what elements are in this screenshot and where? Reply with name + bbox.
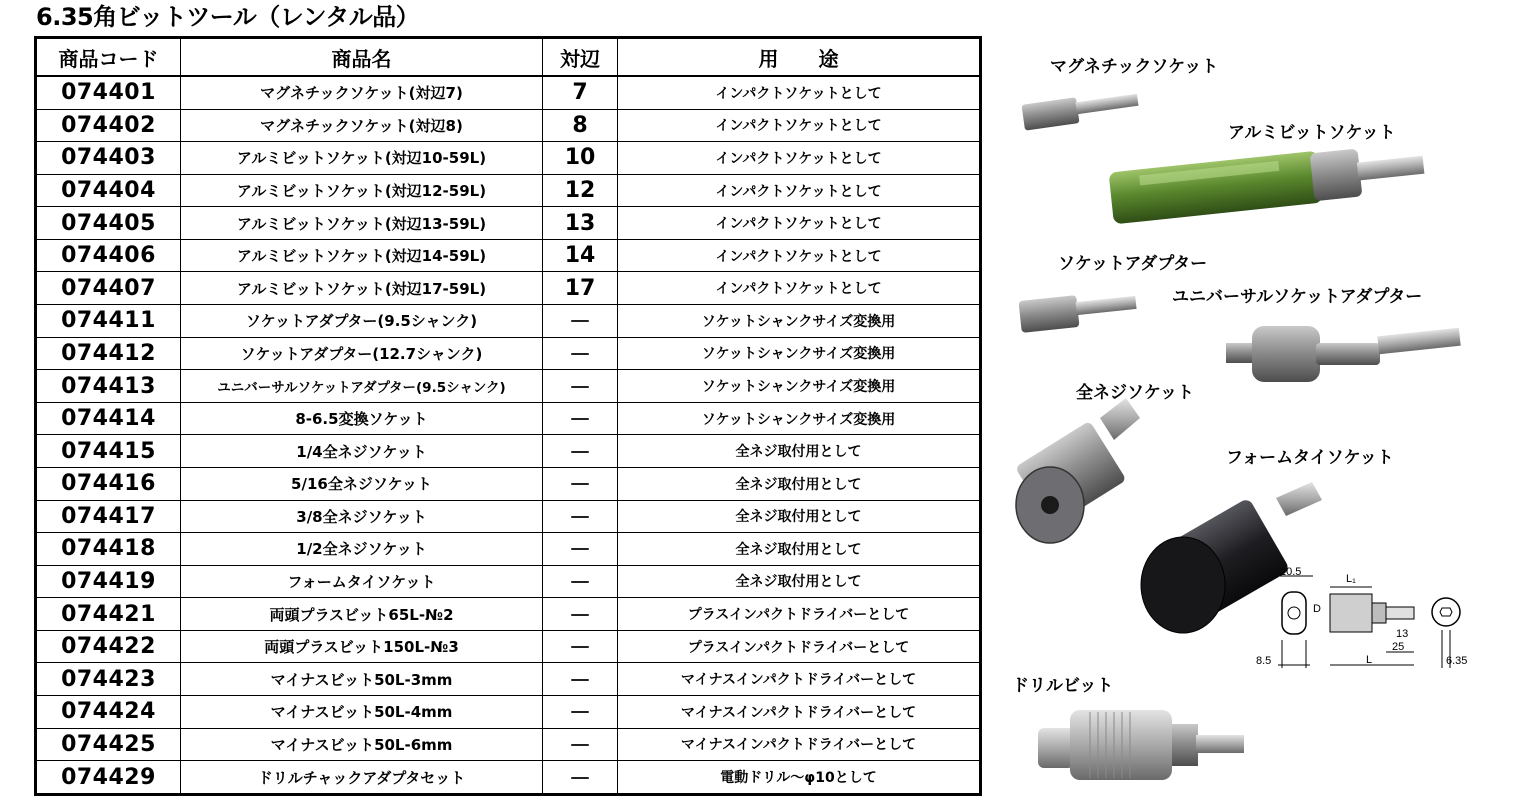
size-cell: － <box>543 565 618 598</box>
use-cell: 全ネジ取付用として <box>618 467 981 500</box>
table-row <box>36 272 981 305</box>
product-code-cell: 074417 <box>36 500 181 533</box>
use-cell: 全ネジ取付用として <box>618 533 981 566</box>
product-code-cell: 074418 <box>36 533 181 566</box>
dim-8-5: 8.5 <box>1256 655 1272 667</box>
dim-13: 13 <box>1396 628 1409 640</box>
product-code-cell: 074414 <box>36 402 181 435</box>
use-cell: ソケットシャンクサイズ変換用 <box>618 370 981 403</box>
product-name-cell: 8-6.5変換ソケット <box>181 402 543 435</box>
socket-adapter-image <box>1018 295 1136 333</box>
size-cell: 14 <box>543 239 618 272</box>
header-size: 対辺 <box>543 38 618 77</box>
product-name-cell: ドリルチャックアダプタセット <box>181 761 543 795</box>
size-cell: － <box>543 533 618 566</box>
dimension-diagram <box>1256 566 1467 668</box>
universal-socket-adapter-image <box>1226 326 1461 382</box>
product-name-cell: マイナスビット50L-4mm <box>181 696 543 729</box>
table-row <box>36 761 981 795</box>
header-name: 商品名 <box>181 38 543 77</box>
size-cell: － <box>543 435 618 468</box>
table-row <box>36 500 981 533</box>
product-code-cell: 074416 <box>36 467 181 500</box>
product-code-cell: 074403 <box>36 142 181 175</box>
size-cell: － <box>543 696 618 729</box>
product-code-cell: 074407 <box>36 272 181 305</box>
size-cell: － <box>543 598 618 631</box>
full-thread-socket-image <box>1015 398 1140 543</box>
use-cell: インパクトソケットとして <box>618 272 981 305</box>
product-code-cell: 074412 <box>36 337 181 370</box>
table-row <box>36 207 981 240</box>
table-row <box>36 337 981 370</box>
use-cell: インパクトソケットとして <box>618 109 981 142</box>
product-name-cell: 1/2全ネジソケット <box>181 533 543 566</box>
table-row <box>36 174 981 207</box>
drill-chuck-image <box>1038 710 1244 780</box>
size-cell: － <box>543 402 618 435</box>
size-cell: － <box>543 305 618 338</box>
product-code-cell: 074424 <box>36 696 181 729</box>
size-cell: － <box>543 761 618 795</box>
product-name-cell: 3/8全ネジソケット <box>181 500 543 533</box>
product-name-cell: ソケットアダプター(12.7シャンク) <box>181 337 543 370</box>
use-cell: インパクトソケットとして <box>618 239 981 272</box>
table-row <box>36 76 981 109</box>
table-row <box>36 533 981 566</box>
table-row <box>36 598 981 631</box>
table-header-row <box>36 38 981 77</box>
use-cell: マイナスインパクトドライバーとして <box>618 663 981 696</box>
table-row <box>36 305 981 338</box>
size-cell: 7 <box>543 76 618 109</box>
dim-6-35: 6.35 <box>1446 655 1468 667</box>
dim-d: D <box>1313 603 1321 615</box>
table-row <box>36 370 981 403</box>
product-code-cell: 074419 <box>36 565 181 598</box>
size-cell: － <box>543 370 618 403</box>
size-cell: － <box>543 630 618 663</box>
use-cell: ソケットシャンクサイズ変換用 <box>618 402 981 435</box>
header-use: 用 途 <box>618 38 981 77</box>
use-cell: プラスインパクトドライバーとして <box>618 598 981 631</box>
magnetic-socket-image <box>1021 94 1138 131</box>
product-code-cell: 074413 <box>36 370 181 403</box>
use-cell: インパクトソケットとして <box>618 76 981 109</box>
product-name-cell: アルミビットソケット(対辺10-59L) <box>181 142 543 175</box>
use-cell: ソケットシャンクサイズ変換用 <box>618 337 981 370</box>
product-code-cell: 074421 <box>36 598 181 631</box>
product-code-cell: 074423 <box>36 663 181 696</box>
product-code-cell: 074405 <box>36 207 181 240</box>
product-code-cell: 074402 <box>36 109 181 142</box>
use-cell: 全ネジ取付用として <box>618 435 981 468</box>
size-cell: － <box>543 467 618 500</box>
table-row <box>36 435 981 468</box>
product-name-cell: アルミビットソケット(対辺13-59L) <box>181 207 543 240</box>
product-name-cell: 5/16全ネジソケット <box>181 467 543 500</box>
use-cell: 電動ドリル～φ10として <box>618 761 981 795</box>
label-aluminum-bit-socket: アルミビットソケット <box>1228 123 1396 143</box>
product-code-cell: 074429 <box>36 761 181 795</box>
product-name-cell: 両頭プラスビット150L-№3 <box>181 630 543 663</box>
size-cell: 13 <box>543 207 618 240</box>
product-name-cell: マグネチックソケット(対辺8) <box>181 109 543 142</box>
label-universal-socket-adapter: ユニバーサルソケットアダプター <box>1172 287 1423 307</box>
size-cell: － <box>543 728 618 761</box>
product-name-cell: 両頭プラスビット65L-№2 <box>181 598 543 631</box>
label-magnetic-socket: マグネチックソケット <box>1050 57 1219 77</box>
table-row <box>36 728 981 761</box>
label-form-tie-socket: フォームタイソケット <box>1226 448 1394 468</box>
header-code: 商品コード <box>36 38 181 77</box>
size-cell: 10 <box>543 142 618 175</box>
table-row <box>36 142 981 175</box>
dim-20-5: 20.5 <box>1280 566 1302 578</box>
product-name-cell: ユニバーサルソケットアダプター(9.5シャンク) <box>181 370 543 403</box>
use-cell: インパクトソケットとして <box>618 142 981 175</box>
product-images-panel <box>990 0 1518 809</box>
label-drill-bit: ドリルビット <box>1012 676 1114 696</box>
product-name-cell: 1/4全ネジソケット <box>181 435 543 468</box>
use-cell: 全ネジ取付用として <box>618 565 981 598</box>
aluminum-bit-socket-image <box>1109 140 1427 225</box>
product-code-cell: 074411 <box>36 305 181 338</box>
product-code-cell: 074406 <box>36 239 181 272</box>
product-name-cell: アルミビットソケット(対辺14-59L) <box>181 239 543 272</box>
use-cell: ソケットシャンクサイズ変換用 <box>618 305 981 338</box>
use-cell: マイナスインパクトドライバーとして <box>618 696 981 729</box>
use-cell: 全ネジ取付用として <box>618 500 981 533</box>
table-row <box>36 109 981 142</box>
product-code-cell: 074422 <box>36 630 181 663</box>
product-name-cell: マイナスビット50L-3mm <box>181 663 543 696</box>
product-name-cell: マグネチックソケット(対辺7) <box>181 76 543 109</box>
size-cell: － <box>543 500 618 533</box>
table-row <box>36 239 981 272</box>
use-cell: マイナスインパクトドライバーとして <box>618 728 981 761</box>
size-cell: 17 <box>543 272 618 305</box>
product-code-cell: 074404 <box>36 174 181 207</box>
product-code-cell: 074425 <box>36 728 181 761</box>
product-name-cell: アルミビットソケット(対辺17-59L) <box>181 272 543 305</box>
size-cell: － <box>543 337 618 370</box>
form-tie-socket-image <box>1141 482 1322 633</box>
size-cell: － <box>543 663 618 696</box>
table-row <box>36 696 981 729</box>
table-row <box>36 663 981 696</box>
use-cell: インパクトソケットとして <box>618 174 981 207</box>
product-name-cell: フォームタイソケット <box>181 565 543 598</box>
dim-l1: L₁ <box>1346 573 1356 585</box>
product-name-cell: マイナスビット50L-6mm <box>181 728 543 761</box>
dim-25: 25 <box>1392 641 1405 653</box>
label-socket-adapter: ソケットアダプター <box>1058 254 1208 274</box>
use-cell: インパクトソケットとして <box>618 207 981 240</box>
product-name-cell: ソケットアダプター(9.5シャンク) <box>181 305 543 338</box>
page-title: 6.35角ビットツール（レンタル品） <box>36 3 420 31</box>
table-row <box>36 630 981 663</box>
table-row <box>36 565 981 598</box>
use-cell: プラスインパクトドライバーとして <box>618 630 981 663</box>
product-code-cell: 074401 <box>36 76 181 109</box>
dim-l: L <box>1366 654 1373 666</box>
label-full-thread-socket: 全ネジソケット <box>1076 383 1194 403</box>
product-code-cell: 074415 <box>36 435 181 468</box>
product-name-cell: アルミビットソケット(対辺12-59L) <box>181 174 543 207</box>
table-row <box>36 402 981 435</box>
size-cell: 8 <box>543 109 618 142</box>
table-row <box>36 467 981 500</box>
product-table <box>34 36 982 796</box>
size-cell: 12 <box>543 174 618 207</box>
